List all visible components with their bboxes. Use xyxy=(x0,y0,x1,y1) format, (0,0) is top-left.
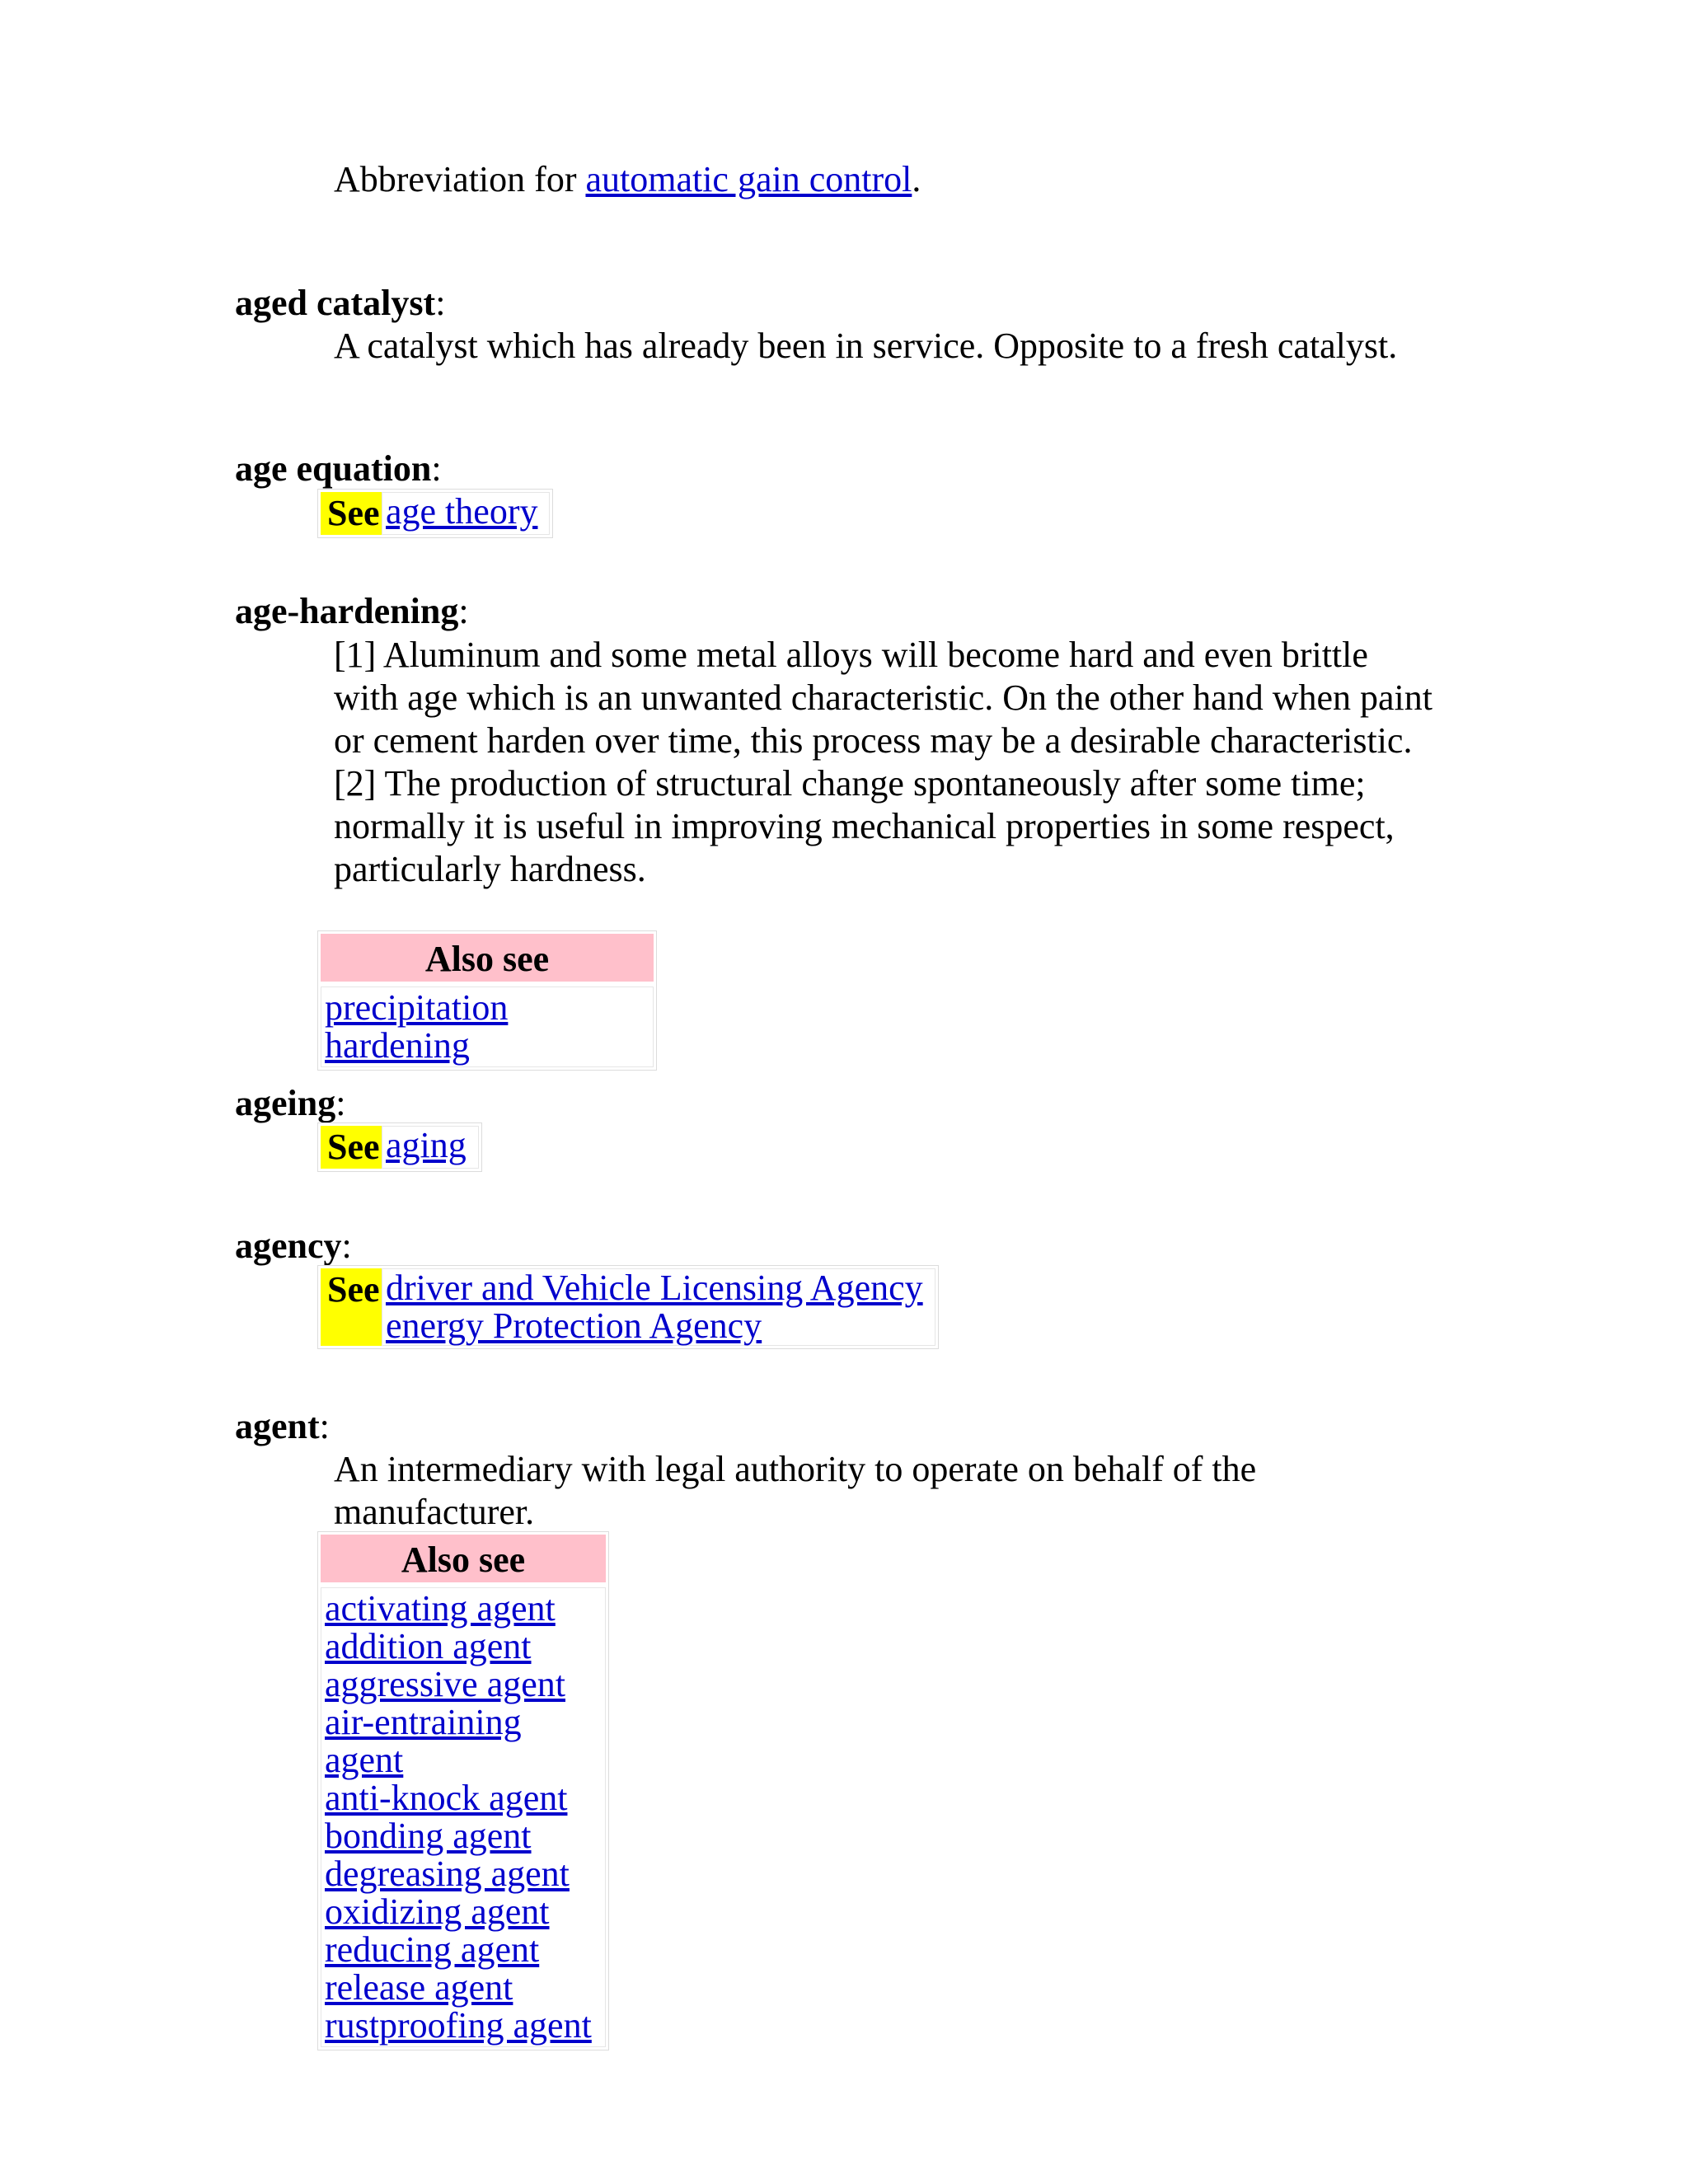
also-see-box-agent xyxy=(317,1531,609,2050)
age-hardening-definition xyxy=(334,634,1438,891)
also-see-link[interactable]: release agent xyxy=(325,1967,513,2008)
also-see-box-age-hardening xyxy=(317,930,657,1071)
also-see-link[interactable]: bonding agent xyxy=(325,1816,532,1856)
agent-definition: An intermediary with legal authority to operate on behalf of the manufacturer. xyxy=(334,1449,1257,1532)
aged-catalyst-definition: A catalyst which has already been in service. Opposite to a fresh catalyst. xyxy=(334,326,1398,366)
see-box-age-equation xyxy=(317,489,553,538)
also-see-header: Also see xyxy=(321,1535,606,1582)
also-see-header: Also see xyxy=(321,934,654,982)
see-label: See xyxy=(321,1126,382,1169)
age-hardening-definition-1: [1] Aluminum and some metal alloys will become hard and even brittle with age which is an unwanted characteristic. On the other hand when paint or cement harden over time, this process may be a desirable characteristic. xyxy=(334,635,1432,761)
see-links xyxy=(382,492,550,535)
also-see-link[interactable]: aggressive agent xyxy=(325,1664,565,1704)
see-link-aging[interactable]: aging xyxy=(386,1125,467,1165)
see-links xyxy=(382,1268,935,1346)
also-see-link[interactable]: oxidizing agent xyxy=(325,1891,550,1932)
see-box-ageing xyxy=(317,1122,482,1172)
see-link-epa[interactable]: energy Protection Agency xyxy=(386,1305,762,1346)
see-box-agency xyxy=(317,1265,939,1349)
also-see-link[interactable]: reducing agent xyxy=(325,1929,540,1970)
term-agency: agency: xyxy=(235,1226,352,1266)
also-see-link[interactable]: addition agent xyxy=(325,1626,532,1666)
term-age-equation: age equation: xyxy=(235,448,442,489)
also-see-list xyxy=(321,987,654,1067)
term-ageing: ageing: xyxy=(235,1083,346,1123)
see-label: See xyxy=(321,1268,382,1346)
also-see-link[interactable]: air-entraining agent xyxy=(325,1702,522,1780)
see-link-age-theory[interactable]: age theory xyxy=(386,491,538,532)
age-hardening-definition-2: [2] The production of structural change spontaneously after some time; normally it is useful in improving mechanical properties in some respect, particularly hardness. xyxy=(334,763,1395,889)
also-see-link-precipitation-hardening[interactable]: precipitation hardening xyxy=(325,987,509,1066)
term-agent: agent: xyxy=(235,1406,330,1446)
also-see-link[interactable]: activating agent xyxy=(325,1588,556,1629)
agc-definition: Abbreviation for automatic gain control. xyxy=(334,159,921,199)
also-see-link[interactable]: degreasing agent xyxy=(325,1854,570,1894)
also-see-link[interactable]: rustproofing agent xyxy=(325,2005,592,2046)
term-age-hardening: age-hardening: xyxy=(235,591,469,631)
see-link-dvla[interactable]: driver and Vehicle Licensing Agency xyxy=(386,1268,923,1308)
term-aged-catalyst: aged catalyst: xyxy=(235,283,446,323)
automatic-gain-control-link[interactable]: automatic gain control xyxy=(585,159,912,199)
see-label: See xyxy=(321,492,382,535)
also-see-list xyxy=(321,1587,606,2047)
see-links xyxy=(382,1126,479,1169)
agc-prefix: Abbreviation for xyxy=(334,159,586,199)
also-see-link[interactable]: anti-knock agent xyxy=(325,1778,568,1818)
